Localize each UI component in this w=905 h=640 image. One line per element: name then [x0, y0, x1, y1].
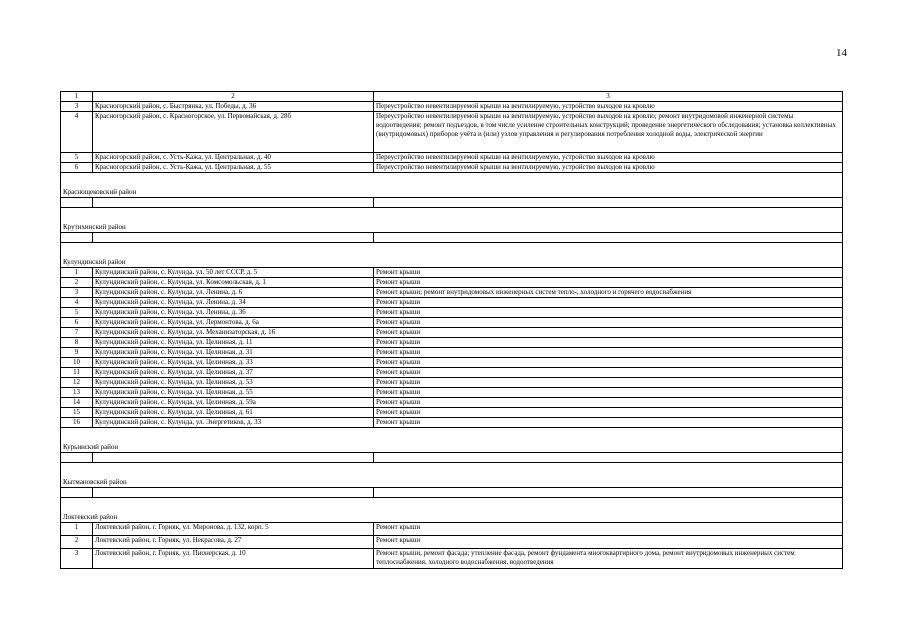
table-row — [61, 388, 843, 398]
table-row — [61, 308, 843, 318]
table-row — [61, 408, 843, 418]
row-number: 8 — [61, 338, 93, 348]
district-header-row — [61, 208, 843, 233]
row-number: 3 — [61, 102, 93, 112]
empty-cell — [61, 488, 93, 498]
row-address: Красногорский район, с. Усть-Кажа, ул. Центральная, д. 55 — [93, 163, 374, 173]
row-address: Локтевский район, г. Горняк, ул. Миронова, д. 132, корп. 5 — [93, 523, 374, 536]
row-work-type: Переустройство невентилируемой крыши на вентилируемую, устройство выходов на кровлю — [374, 153, 843, 163]
empty-row — [61, 233, 843, 243]
district-header-row — [61, 498, 843, 523]
empty-row — [61, 488, 843, 498]
table-row — [61, 318, 843, 328]
row-work-type: Ремонт крыши — [374, 523, 843, 536]
row-number: 10 — [61, 358, 93, 368]
row-number: 5 — [61, 153, 93, 163]
empty-cell — [93, 233, 374, 243]
table-row — [61, 368, 843, 378]
row-number: 15 — [61, 408, 93, 418]
row-address: Кулундинский район, с. Кулунда, ул. 50 лет СССР, д. 5 — [93, 268, 374, 278]
row-address: Локтевский район, г. Горняк, ул. Некрасова, д. 27 — [93, 536, 374, 549]
header-col-2: 2 — [93, 92, 374, 102]
table-row — [61, 418, 843, 428]
header-col-1: 1 — [61, 92, 93, 102]
row-work-type: Ремонт крыши — [374, 318, 843, 328]
empty-cell — [374, 453, 843, 463]
row-work-type: Ремонт крыши — [374, 328, 843, 338]
row-number: 2 — [61, 536, 93, 549]
table-row — [61, 378, 843, 388]
header-col-3: 3 — [374, 92, 843, 102]
row-number: 12 — [61, 378, 93, 388]
table-row — [61, 298, 843, 308]
row-number: 11 — [61, 368, 93, 378]
table-row — [61, 112, 843, 153]
row-address: Кулундинский район, с. Кулунда, ул. Ленина, д. 34 — [93, 298, 374, 308]
row-address: Красногорский район, с. Усть-Кажа, ул. Центральная, д. 40 — [93, 153, 374, 163]
district-header-row — [61, 463, 843, 488]
row-number: 4 — [61, 298, 93, 308]
repair-table — [60, 91, 843, 569]
district-name: Кулундинский район — [61, 243, 843, 268]
row-address: Локтевский район, г. Горняк, ул. Пионерская, д. 10 — [93, 549, 374, 569]
row-address: Кулундинский район, с. Кулунда, ул. Целинная, д. 33 — [93, 358, 374, 368]
row-work-type: Ремонт крыши; ремонт внутридомовых инженерных систем тепло-, холодного и горячего водоснабжения — [374, 288, 843, 298]
row-number: 5 — [61, 308, 93, 318]
table-row — [61, 153, 843, 163]
row-address: Кулундинский район, с. Кулунда, ул. Целинная, д. 31 — [93, 348, 374, 358]
row-work-type: Переустройство невентилируемой крыши на вентилируемую, устройство выходов на кровлю; ремонт внутридомовой инженерной системы водоотведения; ремонт подъездов, в том числе усиление строительных конструкций; проведение энергетического обследования; установка коллективных (внутридомовых) приборов учёта и (или) узлов управления и регулирования потребления холодной воды, электрической энергии — [374, 112, 843, 153]
empty-cell — [374, 233, 843, 243]
row-address: Кулундинский район, с. Кулунда, ул. Целинная, д. 61 — [93, 408, 374, 418]
row-number: 16 — [61, 418, 93, 428]
row-address: Красногорский район, с. Красногорское, ул. Первомайская, д. 28б — [93, 112, 374, 153]
empty-cell — [61, 453, 93, 463]
row-address: Кулундинский район, с. Кулунда, ул. Целинная, д. 37 — [93, 368, 374, 378]
row-work-type: Ремонт крыши — [374, 536, 843, 549]
district-header-row — [61, 173, 843, 198]
row-number: 2 — [61, 278, 93, 288]
row-address: Кулундинский район, с. Кулунда, ул. Энергетиков, д. 33 — [93, 418, 374, 428]
row-number: 7 — [61, 328, 93, 338]
row-number: 3 — [61, 549, 93, 569]
empty-cell — [93, 198, 374, 208]
row-address: Кулундинский район, с. Кулунда, ул. Ленина, д. 36 — [93, 308, 374, 318]
table-row — [61, 328, 843, 338]
district-header-row — [61, 428, 843, 453]
row-work-type: Ремонт крыши — [374, 278, 843, 288]
empty-cell — [93, 488, 374, 498]
row-number: 9 — [61, 348, 93, 358]
row-work-type: Ремонт крыши — [374, 298, 843, 308]
row-work-type: Ремонт крыши — [374, 408, 843, 418]
row-number: 1 — [61, 268, 93, 278]
row-number: 3 — [61, 288, 93, 298]
row-work-type: Ремонт крыши — [374, 388, 843, 398]
table-row — [61, 536, 843, 549]
table-row — [61, 549, 843, 569]
district-name: Краснощековский район — [61, 173, 843, 198]
row-work-type: Ремонт крыши — [374, 368, 843, 378]
district-name: Локтевский район — [61, 498, 843, 523]
table-row — [61, 348, 843, 358]
row-work-type: Ремонт крыши — [374, 348, 843, 358]
row-work-type: Ремонт крыши — [374, 338, 843, 348]
row-number: 6 — [61, 163, 93, 173]
row-address: Кулундинский район, с. Кулунда, ул. Механизаторская, д. 16 — [93, 328, 374, 338]
table-row — [61, 398, 843, 408]
table-row — [61, 163, 843, 173]
row-work-type: Переустройство невентилируемой крыши на вентилируемую, устройство выходов на кровлю — [374, 163, 843, 173]
table-row — [61, 102, 843, 112]
row-number: 6 — [61, 318, 93, 328]
row-work-type: Ремонт крыши — [374, 308, 843, 318]
row-work-type: Переустройство невентилируемой крыши на вентилируемую, устройство выходов на кровлю — [374, 102, 843, 112]
row-work-type: Ремонт крыши — [374, 268, 843, 278]
table-row — [61, 278, 843, 288]
row-address: Кулундинский район, с. Кулунда, ул. Комсомольская, д. 1 — [93, 278, 374, 288]
row-address: Кулундинский район, с. Кулунда, ул. Ленина, д. 6 — [93, 288, 374, 298]
row-work-type: Ремонт крыши — [374, 418, 843, 428]
row-work-type: Ремонт крыши, ремонт фасада; утепление фасада, ремонт фундамента многоквартирного дома, ремонт внутридомовых инженерных систем теплоснабжения, холодного водоснабжения, водоотведения — [374, 549, 843, 569]
row-work-type: Ремонт крыши — [374, 378, 843, 388]
row-address: Кулундинский район, с. Кулунда, ул. Целинная, д. 59а — [93, 398, 374, 408]
empty-cell — [61, 233, 93, 243]
row-number: 13 — [61, 388, 93, 398]
empty-row — [61, 198, 843, 208]
empty-cell — [61, 198, 93, 208]
empty-cell — [374, 488, 843, 498]
empty-cell — [374, 198, 843, 208]
row-address: Кулундинский район, с. Кулунда, ул. Лермонтова, д. 6а — [93, 318, 374, 328]
row-address: Кулундинский район, с. Кулунда, ул. Целинная, д. 53 — [93, 378, 374, 388]
header-row — [61, 92, 843, 102]
table-row — [61, 358, 843, 368]
row-address: Кулундинский район, с. Кулунда, ул. Целинная, д. 55 — [93, 388, 374, 398]
page-number: 14 — [836, 47, 847, 59]
row-number: 4 — [61, 112, 93, 153]
district-name: Кытмановский район — [61, 463, 843, 488]
district-name: Крутихинский район — [61, 208, 843, 233]
table-row — [61, 268, 843, 278]
row-work-type: Ремонт крыши — [374, 398, 843, 408]
table-row — [61, 288, 843, 298]
table-row — [61, 338, 843, 348]
district-name: Курьинский район — [61, 428, 843, 453]
row-number: 1 — [61, 523, 93, 536]
table-row — [61, 523, 843, 536]
district-header-row — [61, 243, 843, 268]
row-work-type: Ремонт крыши — [374, 358, 843, 368]
empty-cell — [93, 453, 374, 463]
row-address: Кулундинский район, с. Кулунда, ул. Целинная, д. 11 — [93, 338, 374, 348]
row-number: 14 — [61, 398, 93, 408]
row-address: Красногорский район, с. Быстрянка, ул. Победы, д. 36 — [93, 102, 374, 112]
empty-row — [61, 453, 843, 463]
